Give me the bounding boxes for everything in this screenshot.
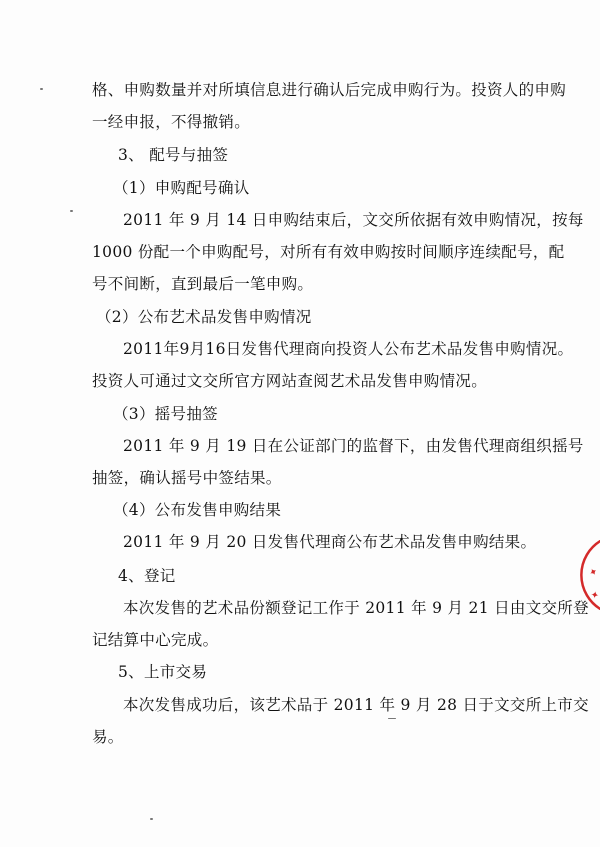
subsection-heading-1: （1）申购配号确认 xyxy=(113,179,250,197)
paragraph-line-9: 2011年9月16日发售代理商向投资人公布艺术品发售申购情况。 xyxy=(123,340,574,358)
paragraph-line-1: 格、申购数量并对所填信息进行确认后完成申购行为。投资人的申购 xyxy=(92,81,567,99)
paragraph-line-10: 投资人可通过文交所官方网站查阅艺术品发售申购情况。 xyxy=(92,372,488,390)
paragraph-line-21: 易。 xyxy=(92,728,124,746)
scan-speck xyxy=(70,210,73,212)
scan-speck xyxy=(388,718,396,719)
paragraph-line-17: 本次发售的艺术品份额登记工作于 2011 年 9 月 21 日由文交所登 xyxy=(123,599,589,617)
paragraph-line-15: 2011 年 9 月 20 日发售代理商公布艺术品发售申购结果。 xyxy=(123,533,537,551)
svg-text:✦: ✦ xyxy=(585,566,600,579)
paragraph-line-2: 一经申报，不得撤销。 xyxy=(92,113,251,131)
paragraph-line-7: 号不间断，直到最后一笔申购。 xyxy=(92,275,314,293)
paragraph-line-5: 2011 年 9 月 14 日申购结束后，文交所依据有效申购情况，按每 xyxy=(123,211,584,229)
scan-speck xyxy=(40,88,43,90)
paragraph-line-20: 本次发售成功后，该艺术品于 2011 年 9 月 28 日于文交所上市交 xyxy=(123,696,589,714)
subsection-heading-3: （3）摇号抽签 xyxy=(113,405,218,423)
section-heading-3: 3、 配号与抽签 xyxy=(118,146,229,164)
section-heading-4: 4、登记 xyxy=(118,567,176,585)
paragraph-line-12: 2011 年 9 月 19 日在公证部门的监督下，由发售代理商组织摇号 xyxy=(123,437,584,455)
section-heading-5: 5、上市交易 xyxy=(118,663,208,681)
seal-stamp xyxy=(572,540,600,610)
subsection-heading-2: （2）公布艺术品发售申购情况 xyxy=(96,308,312,326)
paragraph-line-6: 1000 份配一个申购配号，对所有有效申购按时间顺序连续配号，配 xyxy=(92,243,565,261)
paragraph-line-18: 记结算中心完成。 xyxy=(92,631,219,649)
svg-text:✦: ✦ xyxy=(587,589,600,600)
subsection-heading-4: （4）公布发售申购结果 xyxy=(113,501,282,519)
paragraph-line-13: 抽签，确认摇号中签结果。 xyxy=(92,469,282,487)
scan-speck xyxy=(150,818,153,820)
